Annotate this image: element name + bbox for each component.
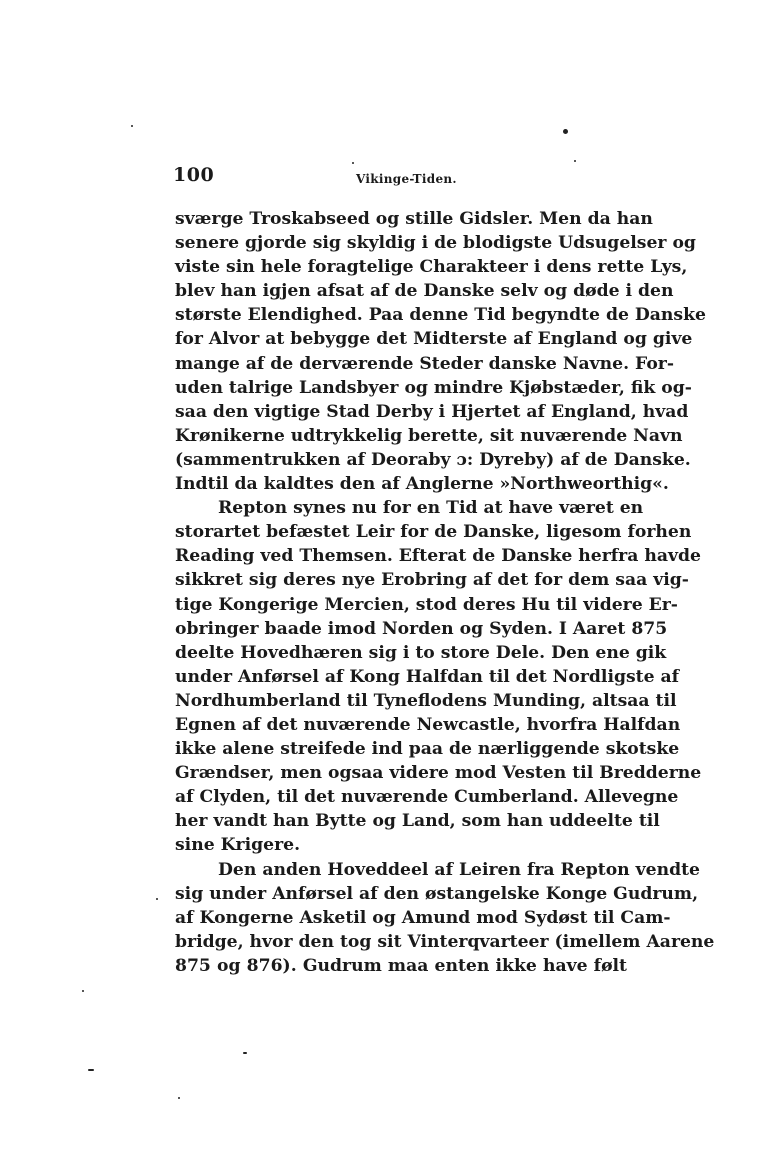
text-line: største Elendighed. Paa denne Tid begyndte de Danske [175, 305, 706, 326]
text-line: uden talrige Landsbyer og mindre Kjøbstæder, fik og- [175, 377, 692, 398]
text-line: saa den vigtige Stad Derby i Hjertet af England, hvad [175, 401, 689, 422]
text-line: storartet befæstet Leir for de Danske, ligesom forhen [175, 522, 692, 543]
text-line: under Anførsel af Kong Halfdan til det Nordligste af [175, 666, 680, 687]
text-line: senere gjorde sig skyldig i de blodigste Udsugelser og [175, 233, 696, 254]
text-line: mange af de derværende Steder danske Navne. For- [175, 353, 674, 374]
text-line: for Alvor at bebygge det Midterste af England og give [175, 329, 693, 350]
text-line: tige Kongerige Mercien, stod deres Hu til videre Er- [175, 594, 678, 615]
paragraph-first-line: Den anden Hoveddeel af Leiren fra Repton vendte [218, 859, 700, 880]
text-line: sikkret sig deres nye Erobring af det for dem saa vig- [175, 570, 689, 591]
running-head: Vikinge-Tiden. [356, 172, 457, 186]
text-line: Indtil da kaldtes den af Anglerne »Northweorthig«. [175, 474, 669, 495]
scan-speck [88, 1069, 94, 1071]
text-line: her vandt han Bytte og Land, som han uddeelte til [175, 811, 660, 832]
scan-speck [574, 160, 576, 162]
scan-speck [178, 1097, 180, 1099]
text-line: obringer baade imod Norden og Syden. I Aaret 875 [175, 618, 668, 639]
text-line: (sammentrukken af Deoraby ɔ: Dyreby) af de Danske. [175, 449, 691, 470]
paragraph-first-line: Repton synes nu for en Tid at have været en [218, 498, 644, 519]
scan-speck [563, 129, 568, 134]
scan-speck [352, 162, 354, 164]
text-line: 875 og 876). Gudrum maa enten ikke have følt [175, 955, 627, 976]
text-line: ikke alene streifede ind paa de nærliggende skotske [175, 739, 680, 760]
text-line: sværge Troskabseed og stille Gidsler. Men da han [175, 209, 653, 229]
text-line: Grændser, men ogsaa videre mod Vesten til Bredderne [175, 763, 702, 784]
text-line: viste sin hele foragtelige Charakteer i dens rette Lys, [175, 257, 688, 278]
text-line: sig under Anførsel af den østangelske Konge Gudrum, [175, 883, 699, 904]
scan-speck [243, 1052, 247, 1054]
scan-speck [156, 898, 158, 900]
text-line: deelte Hovedhæren sig i to store Dele. Den ene gik [175, 642, 667, 663]
text-line: sine Krigere. [175, 835, 301, 856]
scan-speck [82, 990, 84, 992]
text-line: Krønikerne udtrykkelig berette, sit nuværende Navn [175, 425, 683, 446]
text-line: af Kongerne Asketil og Amund mod Sydøst til Cam- [175, 907, 671, 928]
scan-speck [131, 125, 133, 127]
text-line: Egnen af det nuværende Newcastle, hvorfra Halfdan [175, 714, 681, 735]
text-line: af Clyden, til det nuværende Cumberland. Allevegne [175, 787, 679, 808]
page-number: 100 [173, 164, 215, 186]
text-line: blev han igjen afsat af de Danske selv og døde i den [175, 281, 674, 302]
body-text [175, 207, 715, 978]
text-line: Nordhumberland til Tyneflodens Munding, altsaa til [175, 690, 677, 711]
text-line: bridge, hvor den tog sit Vinterqvarteer (imellem Aarene [175, 931, 715, 952]
text-line: Reading ved Themsen. Efterat de Danske herfra havde [175, 546, 701, 567]
